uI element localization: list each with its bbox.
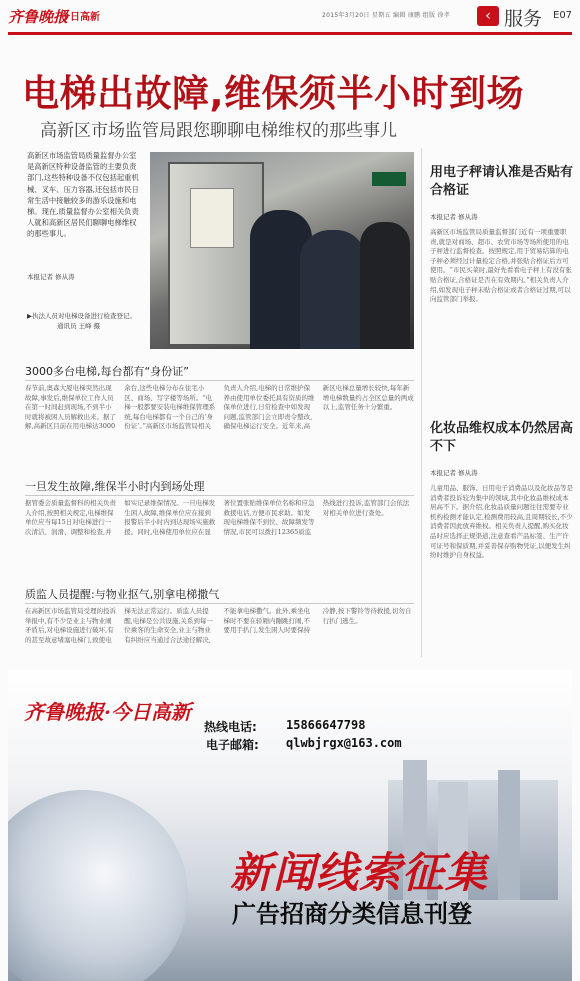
exit-sign xyxy=(372,172,406,186)
divider xyxy=(25,495,414,496)
photo-caption xyxy=(27,311,147,331)
section-body-2: 据管委会质量监督科的相关负责人介绍,按照相关规定,电梯维保单位应当每15日对电梯进行一次清洁、润滑、调整和检查,并如实记录维保情况。一旦电梯发生困人故障,维保单位应在接到报警后半小时内到达现场实施救援。同时,电梯使用单位应在显著位置张贴维保单位名称和应急救援电话,方便市民求助。如发现电梯维保不到位、故障频发等情况,市民可以拨打12365质监热线进行投诉,监管部门会依法对相关单位进行查处。 xyxy=(25,499,410,536)
divider xyxy=(25,603,414,604)
issue-meta: 2015年3月20日 星期五 编辑 康鹏 组版 徐孝 xyxy=(322,12,451,19)
sidebar-byline-1: 本报记者 修从涛 xyxy=(430,213,478,221)
chevron-left-icon: ‹ xyxy=(477,6,499,26)
section-heading-1: 3000多台电梯,每台都有“身份证” xyxy=(25,365,189,378)
inspector-figure xyxy=(300,230,366,349)
building-graphic xyxy=(498,770,520,900)
ad-brand: 齐鲁晚报·今日高新 xyxy=(24,700,191,724)
section-heading-2: 一旦发生故障,维保半小时内到场处理 xyxy=(25,480,205,493)
email-label: 电子邮箱: xyxy=(206,738,259,752)
sidebar-title-2: 化妆品维权成本仍然居高不下 xyxy=(430,421,574,454)
article-headline: 电梯出故障,维保须半小时到场 xyxy=(22,72,525,115)
sidebar-title-1: 用电子秤请认准是否贴有合格证 xyxy=(430,165,574,198)
advertisement xyxy=(8,670,572,981)
section-body-1: 春节前,奥森大厦电梯突然出现故障,事发后,维保单位工作人员在第一时间赶到现场,不到半小时就将被困人员解救出来。据了解,高新区目前在用电梯达3000余台,这些电梯分布在住宅小区、商场、写字楼等场所。“电梯一般都要安装电梯维保管理系统,每台电梯都有一个自己的‘身份证’。”高新区市场监管局相关负责人介绍,电梯的日常维护保养由使用单位委托具有资质的维保单位进行,日常检查中如发现问题,监管部门会立即责令整改,确保电梯运行安全。近年来,高新区电梯总量增长较快,每年新增电梯数量约占全区总量的两成以上,监管任务十分繁重。 xyxy=(25,384,414,431)
page-number: E07 xyxy=(553,10,573,21)
email-address[interactable]: qlwbjrgx@163.com xyxy=(286,736,402,750)
globe-graphic xyxy=(8,790,188,981)
sidebar-byline-2: 本报记者 修从涛 xyxy=(430,469,478,477)
photo-caption-text: ▶执法人员对电梯设备进行检查登记。 xyxy=(27,312,136,320)
page-header xyxy=(0,0,580,40)
ad-headline: 新闻线索征集 xyxy=(230,848,489,897)
header-rule xyxy=(8,32,572,35)
masthead-logo: 齐鲁晚报 xyxy=(8,8,69,26)
hotline-label: 热线电话: xyxy=(204,720,257,734)
notice-sheet xyxy=(190,188,234,248)
article-photo xyxy=(150,152,414,349)
section-body-3: 在高新区市场监管局受理的投诉举报中,有不少是业主与物业闹矛盾后,对电梯设施进行破坏,有的甚至故意堵塞电梯门,致使电梯无法正常运行。质监人员提醒,电梯是公共设施,关系到每一位乘客的生命安全,业主与物业有纠纷应当通过合法途径解决,不能拿电梯撒气。此外,乘坐电梯时不要在轿厢内蹦跳打闹,不要用手扒门,发生困人时要保持冷静,按下警铃等待救援,切勿自行扒门逃生。 xyxy=(25,607,412,644)
article-byline: 本报记者 修从涛 xyxy=(27,273,75,281)
article-subheadline: 高新区市场监管局跟您聊聊电梯维权的那些事儿 xyxy=(40,121,397,141)
ad-tagline: 广告招商分类信息刊登 xyxy=(232,900,472,928)
section-name: 服务 xyxy=(504,8,543,30)
edition-name: 今日高新 xyxy=(60,12,100,23)
sidebar xyxy=(421,148,574,657)
article-lead: 高新区市场监管局质量监督办公室是高新区特种设备监管的主要负责部门,这些特种设备不仅包括起重机械、叉车、压力容器,还包括市民日常生活中接触较多的游乐设施和电梯。现在,质量监督办公室相关负责人就和高新区居民们聊聊电梯维权的那些事儿。 xyxy=(27,151,139,239)
section-heading-3: 质监人员提醒:与物业抠气,别拿电梯撒气 xyxy=(25,588,220,601)
photo-credit: 通讯员 王峰 摄 xyxy=(57,322,101,330)
divider xyxy=(25,380,414,381)
sidebar-body-1: 高新区市场监管局质量监督部门近有一项重要职责,就是对商场、超市、农贸市场等场所使用的电子秤进行监督检查。按照规定,用于贸易结算的电子秤必须经过计量检定合格,并张贴合格证后方可使用。“市民买菜时,最好先看看电子秤上有没有张贴合格证,合格证是否在有效期内。”相关负责人介绍,如发现电子秤未贴合格证或者合格证过期,可以向监管部门举报。 xyxy=(430,228,572,304)
sidebar-body-2: 儿童用品、服饰、日用电子消费品以及化妆品等是消费者投诉较为集中的领域,其中化妆品维权成本居高不下。据介绍,化妆品质量问题往往需要专业机构检测才能认定,检测费用较高,且周期较长,不少消费者因此放弃维权。相关负责人提醒,购买化妆品时应选择正规渠道,注意查看产品标签、生产许可证号和保质期,并妥善保存购物凭证,以便发生纠纷时维护自身权益。 xyxy=(430,484,573,560)
inspector-figure xyxy=(360,222,410,349)
hotline-number[interactable]: 15866647798 xyxy=(286,718,366,732)
